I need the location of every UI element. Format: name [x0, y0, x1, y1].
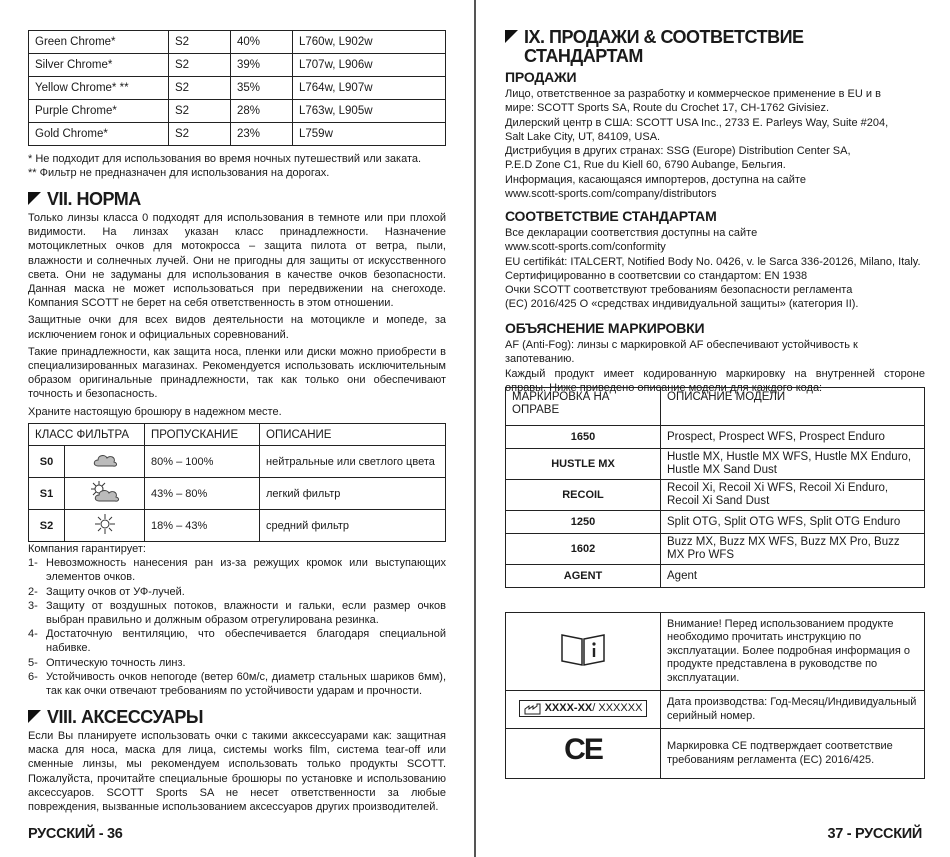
lens-transmission: 39%	[231, 54, 293, 77]
marking-code: 1650	[506, 426, 661, 449]
sales-line: Лицо, ответственное за разработку и коммерческое применение в EU и в	[505, 88, 881, 100]
lens-class: S2	[169, 77, 231, 100]
sun-cloud-icon	[65, 478, 145, 510]
date-code-cell	[506, 691, 661, 729]
marking-table	[505, 387, 925, 588]
guarantee-item	[28, 670, 446, 698]
lens-row	[29, 54, 446, 77]
lens-class: S2	[169, 123, 231, 146]
date-code-year-month: XXXX-XX	[544, 701, 593, 714]
marking-header-model: ОПИСАНИЕ МОДЕЛИ	[661, 388, 925, 426]
marking-row	[506, 449, 925, 480]
note-2: ** Фильтр не предназначен для использования на дорогах.	[28, 167, 330, 179]
filter-class: S2	[29, 510, 65, 542]
norm-p4: Храните настоящую брошюру в надежном месте.	[28, 405, 282, 418]
lens-transmission: 35%	[231, 77, 293, 100]
lens-row	[29, 100, 446, 123]
ce-mark-cell	[506, 729, 661, 779]
filter-table	[28, 423, 446, 542]
filter-header-transmission: ПРОПУСКАНИЕ	[145, 424, 260, 446]
guarantee-intro: Компания гарантирует:	[28, 543, 146, 555]
heading-marker-icon	[28, 710, 41, 723]
marking-paragraph: Каждый продукт имеет кодированную маркировку на внутренней стороне оправы. Ниже приведено описание модели для каждого кода:	[505, 367, 925, 394]
filter-description: средний фильтр	[260, 510, 446, 542]
manual-icon	[506, 613, 661, 691]
guarantee-text: Невозможность нанесения ран из-за режущих кромок или выступающих элементов очков.	[46, 557, 446, 584]
heading-marker-icon	[505, 30, 518, 43]
lens-name: Yellow Chrome* **	[29, 77, 169, 100]
lens-class: S2	[169, 54, 231, 77]
marking-header-code: МАРКИРОВКА НА ОПРАВЕ	[506, 388, 661, 426]
marking-code: 1602	[506, 534, 661, 565]
guarantee-text: Достаточную вентиляцию, что обеспечивается благодаря специальной набивке.	[46, 628, 446, 655]
section-7-body	[28, 211, 446, 419]
marking-model: Prospect, Prospect WFS, Prospect Enduro	[661, 426, 925, 449]
standards-heading: СООТВЕТСТВИЕ СТАНДАРТАМ	[505, 208, 717, 224]
guarantee-number: 4-	[28, 628, 38, 641]
lens-code: L707w, L906w	[293, 54, 446, 77]
marking-code: HUSTLE MX	[506, 449, 661, 480]
heading-marker-icon	[28, 192, 41, 205]
guarantee-list	[28, 556, 446, 698]
marking-model: Buzz MX, Buzz MX WFS, Buzz MX Pro, Buzz MX Pro WFS	[661, 534, 925, 565]
guarantee-item	[28, 599, 446, 627]
marking-row	[506, 534, 925, 565]
guarantee-text: Защиту очков от УФ-лучей.	[46, 585, 185, 598]
guarantee-item	[28, 656, 446, 670]
standards-line: (ЕС) 2016/425 О «средствах индивидуальной защиты» (категория II).	[505, 298, 859, 311]
guarantee-section	[28, 542, 446, 698]
warning-text: Внимание! Перед использованием продукте необходимо прочитать инструкцию по эксплуатации. Более подробная информация о продукте представлена в руководстве по эксплуатации.	[661, 613, 925, 691]
lens-code: L759w	[293, 123, 446, 146]
filter-transmission: 18% – 43%	[145, 510, 260, 542]
sales-text	[505, 87, 935, 201]
ce-mark-icon: CE	[564, 733, 602, 767]
marking-row	[506, 480, 925, 511]
symbols-table	[505, 612, 925, 779]
filter-header-class: КЛАСС ФИЛЬТРА	[29, 424, 145, 446]
section-9-title: IX. ПРОДАЖИ & СООТВЕТСТВИЕ СТАНДАРТАМ	[505, 28, 925, 66]
norm-p3: Такие принадлежности, как защита носа, пленки или диски можно приобрести в специализированных магазинах. Рекомендуется использовать исключительным образом оригинальные принадлежности, так как только они обеспечивают точность и безопасность.	[28, 345, 446, 401]
lens-notes	[28, 152, 448, 180]
lens-row	[29, 31, 446, 54]
standards-line: EU certifikát: ITALCERT, Notified Body No. 0426, v. le Sarca 336-20126, Milano, Italy.	[505, 255, 921, 268]
guarantee-number: 1-	[28, 557, 38, 570]
standards-line: Все декларации соответствия доступны на сайте	[505, 227, 758, 239]
marking-code: RECOIL	[506, 480, 661, 511]
lens-class: S2	[169, 31, 231, 54]
lens-table	[28, 30, 446, 146]
lens-name: Gold Chrome*	[29, 123, 169, 146]
marking-code: 1250	[506, 511, 661, 534]
page-number-right: 37 - РУССКИЙ	[827, 826, 922, 842]
guarantee-number: 2-	[28, 585, 38, 598]
lens-code: L763w, L905w	[293, 100, 446, 123]
filter-class: S0	[29, 446, 65, 478]
guarantee-item	[28, 585, 446, 599]
filter-row	[29, 478, 446, 510]
lens-transmission: 40%	[231, 31, 293, 54]
standards-line: www.scott-sports.com/conformity	[505, 241, 666, 254]
lens-row	[29, 77, 446, 100]
sales-line: Дистрибуция в других странах: SSG (Europe) Distribution Center SA,	[505, 145, 851, 158]
marking-model: Split OTG, Split OTG WFS, Split OTG Enduro	[661, 511, 925, 534]
lens-name: Purple Chrome*	[29, 100, 169, 123]
lens-transmission: 28%	[231, 100, 293, 123]
standards-text	[505, 226, 945, 312]
guarantee-text: Защиту от воздушных потоков, влажности и гальки, если размер очков выбран правильно и должным образом отрегулирована резинка.	[46, 599, 446, 627]
lens-transmission: 23%	[231, 123, 293, 146]
anti-fog-line: AF (Anti-Fog): линзы с маркировкой AF обеспечивают устойчивость к запотеванию.	[505, 339, 858, 366]
filter-transmission: 43% – 80%	[145, 478, 260, 510]
lens-code: L760w, L902w	[293, 31, 446, 54]
filter-row	[29, 510, 446, 542]
standards-line: Сертифицированно в соответсвии со стандартом: EN 1938	[505, 269, 808, 282]
guarantee-text: Устойчивость очков непогоде (ветер 60м/с, диаметр стальных шариков 6мм), так как очки отвечают требованиям по устойчивости ударам и прочности.	[46, 670, 446, 698]
sun-icon	[65, 510, 145, 542]
ce-description: Маркировка CE подтверждает соответствие требованиям регламента (ЕС) 2016/425.	[661, 729, 925, 779]
page-number-left: РУССКИЙ - 36	[28, 826, 123, 842]
marking-row	[506, 426, 925, 449]
guarantee-number: 5-	[28, 656, 38, 669]
guarantee-number: 6-	[28, 670, 38, 683]
lens-class: S2	[169, 100, 231, 123]
factory-icon	[524, 703, 542, 715]
norm-p2: Защитные очки для всех видов деятельности на мотоцикле и мопеде, за исключением гонок и официальных соревнований.	[28, 314, 446, 341]
sales-line: Дилерский центр в США: SCOTT USA Inc., 2733 E. Parleys Way, Suite #204,	[505, 116, 889, 129]
section-8-title: VIII. АКСЕССУАРЫ	[28, 708, 203, 727]
guarantee-text: Оптическую точность линз.	[46, 656, 186, 669]
filter-class: S1	[29, 478, 65, 510]
guarantee-number: 3-	[28, 599, 38, 612]
guarantee-item	[28, 556, 446, 584]
right-page	[475, 0, 950, 857]
marking-model: Hustle MX, Hustle MX WFS, Hustle MX Enduro, Hustle MX Sand Dust	[661, 449, 925, 480]
sales-line: www.scott-sports.com/company/distributors	[505, 188, 717, 201]
marking-row	[506, 565, 925, 588]
norm-p1: Только линзы класса 0 подходят для использования в темноте или при плохой видимости. На линзах указан класс принадлежности. Назначение мотоциклетных очков для мотокросса – защита пилота от ветра, пыли, влажности и солнечных лучей. Они не пригодны для защиты от искусственного света. Они не задуманы для использования в качестве очков безопасности. Данная маска не может использоваться при передвижении на снегоходе. Компания SCOTT не берет на себя ответственность в этом отношении.	[28, 212, 446, 310]
sales-line: Salt Lake City, UT, 84109, USA.	[505, 130, 661, 143]
marking-code: AGENT	[506, 565, 661, 588]
filter-transmission: 80% – 100%	[145, 446, 260, 478]
marking-row	[506, 511, 925, 534]
sales-line: Информация, касающаяся импортеров, доступна на сайте	[505, 173, 806, 186]
filter-description: легкий фильтр	[260, 478, 446, 510]
cloud-icon	[65, 446, 145, 478]
lens-name: Silver Chrome*	[29, 54, 169, 77]
guarantee-item	[28, 627, 446, 655]
sales-heading: ПРОДАЖИ	[505, 69, 577, 85]
lens-code: L764w, L907w	[293, 77, 446, 100]
date-code-serial: / XXXXXX	[592, 701, 643, 714]
filter-row	[29, 446, 446, 478]
lens-row	[29, 123, 446, 146]
lens-name: Green Chrome*	[29, 31, 169, 54]
marking-model: Recoil Xi, Recoil Xi WFS, Recoil Xi Enduro, Recoil Xi Sand Dust	[661, 480, 925, 511]
marking-heading: ОБЪЯСНЕНИЕ МАРКИРОВКИ	[505, 320, 705, 336]
standards-line: Очки SCOTT соответствуют требованиям безопасности регламента	[505, 284, 853, 297]
sales-line: мире: SCOTT Sports SA, Route du Crochet 17, CH-1762 Givisiez.	[505, 102, 830, 115]
filter-description: нейтральные или светлого цвета	[260, 446, 446, 478]
section-7-title: VII. НОРМА	[28, 190, 141, 209]
marking-model: Agent	[661, 565, 925, 588]
note-1: * Не подходит для использования во время ночных путешествий или заката.	[28, 153, 422, 165]
date-description: Дата производства: Год-Месяц/Индивидуальный серийный номер.	[661, 691, 925, 729]
accessories-paragraph: Если Вы планируете использовать очки с такими акксессуарами как: защитная маска для носа, маска для лица, системы works film, система tear-off или сменные линзы, мы рекомендуем использовать только продукты SCOTT. Пожалуйста, прочитайте специальные брошюры по установке и использованию аксессуаров. SCOTT Sports SA не несет ответственности за любые повреждения, вызванные использованием аксессуаров других производителей.	[28, 730, 446, 814]
filter-header-description: ОПИСАНИЕ	[260, 424, 446, 446]
sales-line: P.E.D Zone C1, Rue du Kiell 60, 6790 Aubange, Бельгия.	[505, 159, 786, 172]
